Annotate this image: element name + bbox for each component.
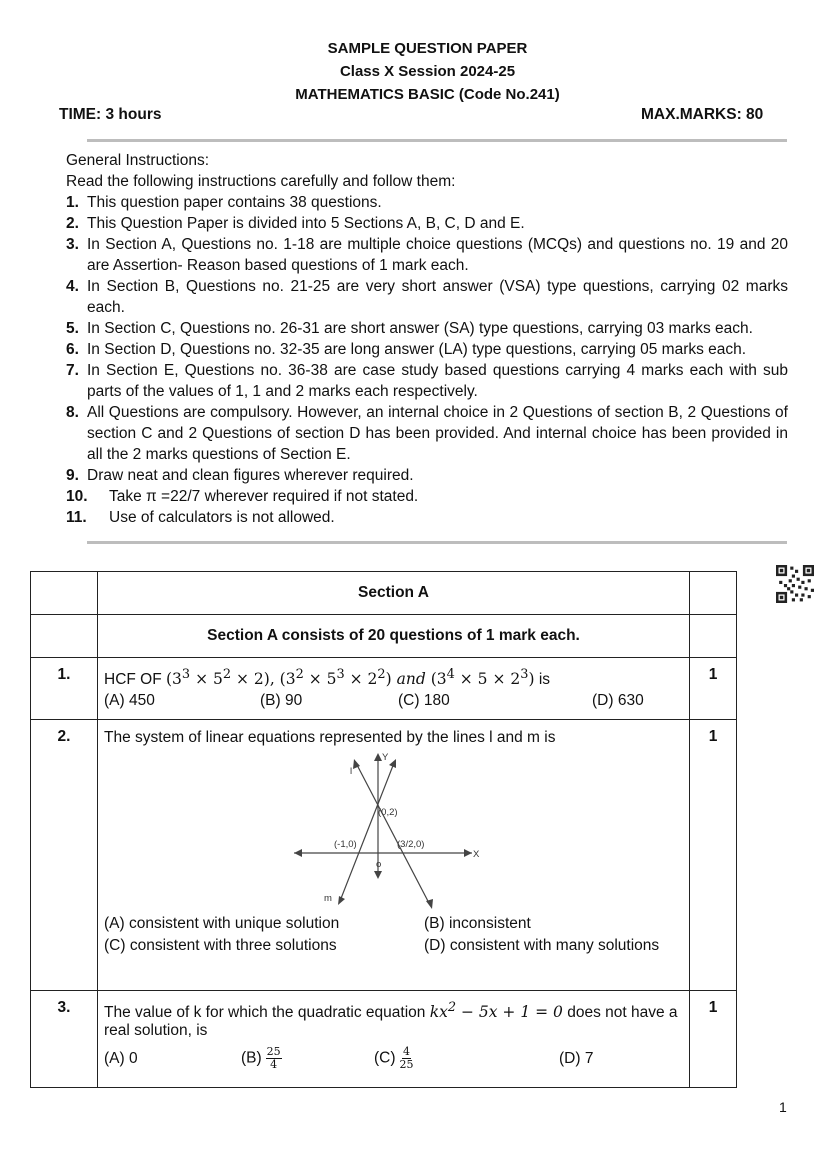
question-row [31, 720, 737, 991]
page-number: 1 [779, 1099, 787, 1115]
question-marks: 1 [690, 991, 737, 1088]
question-stem: The system of linear equations represented by the lines l and m is [104, 729, 556, 746]
line-l [356, 763, 430, 905]
option-a: (A) 450 [104, 692, 155, 710]
option-a: (A) consistent with unique solution [104, 915, 340, 932]
question-stem: HCF OF $(3^3 \times 5^2 \times 2)$, $(3^2 \times 5^3 \times 2^2)$ and $(3^4 \times 5 \times 2^3)$ is [104, 667, 551, 689]
option-c: (C) $\frac{4}{25}$ [374, 1045, 414, 1072]
svg-text:o: o [376, 859, 382, 870]
paper-session: Class X Session 2024-25 [339, 63, 516, 80]
instruction-item: 4. In Section B, Questions no. 21-25 are very short answer (VSA) type questions, carrying 02 marks each. [66, 278, 788, 316]
question-options [104, 692, 683, 710]
svg-text:X: X [473, 849, 480, 860]
svg-text:(-1,0): (-1,0) [334, 839, 357, 850]
svg-text:l: l [350, 766, 353, 777]
lines-graph-figure [292, 749, 492, 911]
question-marks: 1 [690, 720, 737, 991]
option-a: (A) 0 [104, 1049, 138, 1067]
question-body [98, 658, 690, 720]
option-d: (D) consistent with many solutions [424, 937, 660, 954]
instruction-item: 9. Draw neat and clean figures wherever required. [66, 467, 414, 484]
option-d: (D) 630 [592, 692, 644, 710]
instruction-item: 3. In Section A, Questions no. 1-18 are multiple choice questions (MCQs) and questions no. 19 and 20 are Assertion- Reason based questions of 1 mark each. [66, 236, 788, 274]
section-subtitle: Section A consists of 20 questions of 1 mark each. [98, 615, 690, 658]
max-marks-label: MAX.MARKS: 80 [641, 106, 764, 123]
qr-code-icon [776, 565, 814, 603]
question-body [98, 720, 690, 991]
questions-table [30, 571, 737, 1088]
option-b: (B) $\frac{25}{4}$ [241, 1045, 281, 1072]
svg-text:Y: Y [382, 752, 389, 763]
question-options [104, 1046, 683, 1071]
section-title-row [31, 572, 737, 615]
quadratic-equation: $kx^2 - 5x + 1 = 0$ [429, 1000, 563, 1022]
option-b: (B) 90 [260, 692, 303, 710]
option-c: (C) 180 [398, 692, 450, 710]
instruction-item: 6. In Section D, Questions no. 32-35 are long answer (LA) type questions, carrying 05 marks each. [66, 341, 747, 358]
question-row [31, 991, 737, 1088]
section-title: Section A [98, 572, 690, 615]
option-c: (C) consistent with three solutions [104, 937, 337, 954]
question-number: 3. [31, 991, 98, 1088]
paper-subject: MATHEMATICS BASIC (Code No.241) [295, 86, 560, 103]
instruction-item: 1. This question paper contains 38 questions. [66, 194, 382, 211]
option-b: (B) inconsistent [424, 915, 531, 932]
general-instructions [66, 150, 788, 528]
instructions-intro: Read the following instructions carefully and follow them: [66, 173, 456, 190]
section-subtitle-row [31, 615, 737, 658]
question-number: 2. [31, 720, 98, 991]
option-d: (D) 7 [559, 1049, 594, 1067]
hcf-expression: $(3^3 \times 5^2 \times 2)$, $(3^2 \times 5^3 \times 2^2)$ and $(3^4 \times 5 \times 2^3)$ [166, 667, 535, 689]
instruction-item: 7. In Section E, Questions no. 36-38 are case study based questions carrying 4 marks each with sub parts of the values of 1, 1 and 2 marks each respectively. [66, 362, 788, 400]
paper-title: SAMPLE QUESTION PAPER [327, 40, 528, 57]
question-marks: 1 [690, 658, 737, 720]
svg-text:m: m [324, 893, 332, 904]
question-body [98, 991, 690, 1088]
instruction-item: 8. All Questions are compulsory. However, an internal choice in 2 Questions of section B, 2 Questions of section C and 2 Questions of section D has been provided. And internal choice has been provided in all the 2 marks questions of Section E. [66, 404, 788, 463]
svg-text:(0,2): (0,2) [378, 807, 398, 818]
instruction-item: 11. Use of calculators is not allowed. [66, 509, 335, 526]
question-row [31, 658, 737, 720]
instruction-item: 5. In Section C, Questions no. 26-31 are short answer (SA) type questions, carrying 03 marks each. [66, 320, 753, 337]
question-number: 1. [31, 658, 98, 720]
instruction-item: 10. Take π =22/7 wherever required if not stated. [66, 488, 419, 505]
time-label: TIME: 3 hours [59, 106, 162, 123]
instructions-heading: General Instructions: [66, 152, 210, 169]
instructions-list [66, 192, 788, 528]
svg-text:(3/2,0): (3/2,0) [397, 839, 425, 850]
instructions-divider [87, 541, 787, 544]
question-options [104, 913, 683, 957]
question-stem: The value of k for which the quadratic equation $kx^2 - 5x + 1 = 0$ does not have a real solution, is [104, 1000, 678, 1040]
header-divider [87, 139, 787, 142]
instruction-item: 2. This Question Paper is divided into 5 Sections A, B, C, D and E. [66, 215, 525, 232]
